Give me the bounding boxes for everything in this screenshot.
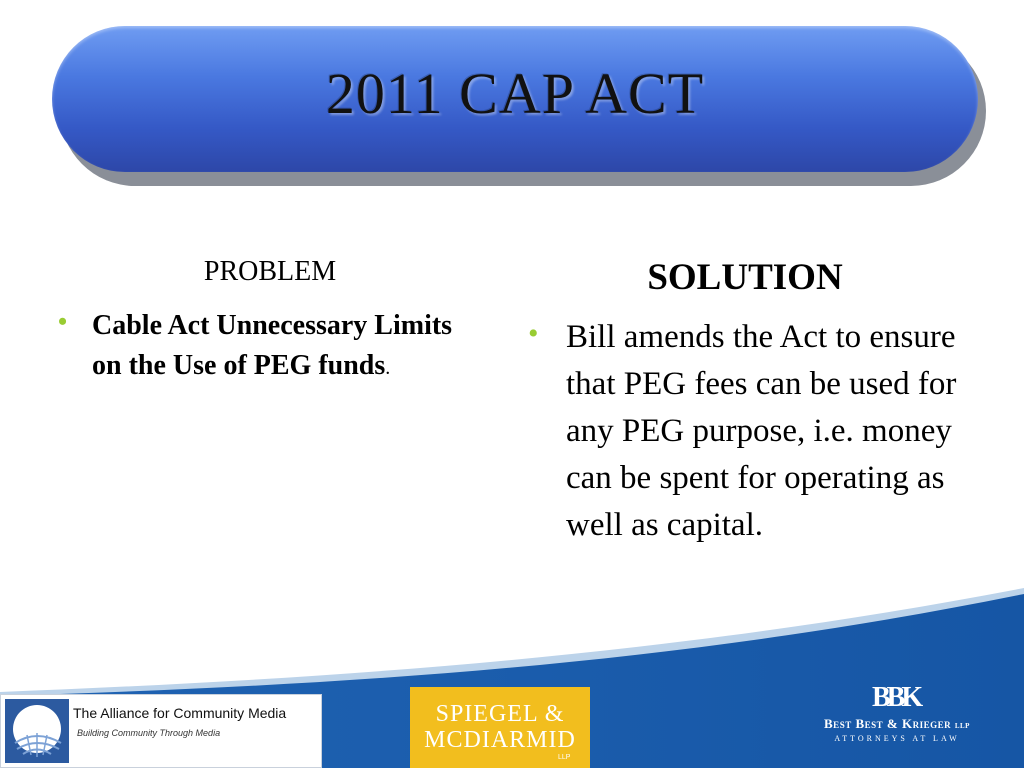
- acm-name: The Alliance for Community Media: [73, 705, 287, 721]
- problem-bullet-body: Cable Act Unnecessary Limits on the Use of PEG funds: [92, 310, 453, 381]
- bbk-name: [812, 716, 982, 732]
- solution-bullet-text: Bill amends the Act to ensure that PEG fees can be used for any PEG purpose, i.e. money can be spent for operating as well as capital.: [566, 319, 957, 543]
- spiegel-name-line2: MCDIARMID: [424, 727, 576, 753]
- problem-bullet-period: .: [385, 357, 391, 379]
- spiegel-llp: LLP: [558, 754, 571, 761]
- bbk-subtitle: ATTORNEYS AT LAW: [834, 734, 960, 743]
- slide-title: 2011 CAP ACT: [325, 61, 705, 126]
- problem-heading: PROBLEM: [203, 256, 337, 287]
- problem-bullet-text: [92, 306, 472, 388]
- spiegel-logo-block: [410, 687, 590, 768]
- bbk-name-text: Best Best & Krieger: [824, 716, 952, 731]
- solution-heading: SOLUTION: [647, 257, 843, 298]
- acm-tagline: Building Community Through Media: [77, 728, 221, 738]
- bbk-llp: LLP: [954, 722, 970, 730]
- bullet-dot-icon: •: [528, 317, 539, 350]
- bbk-logo-mark: BBK: [872, 682, 920, 713]
- acm-globe-icon: [5, 699, 69, 763]
- acm-logo-block: [0, 694, 322, 768]
- bullet-dot-icon: •: [58, 307, 68, 336]
- spiegel-name-line1: SPIEGEL &: [435, 701, 565, 727]
